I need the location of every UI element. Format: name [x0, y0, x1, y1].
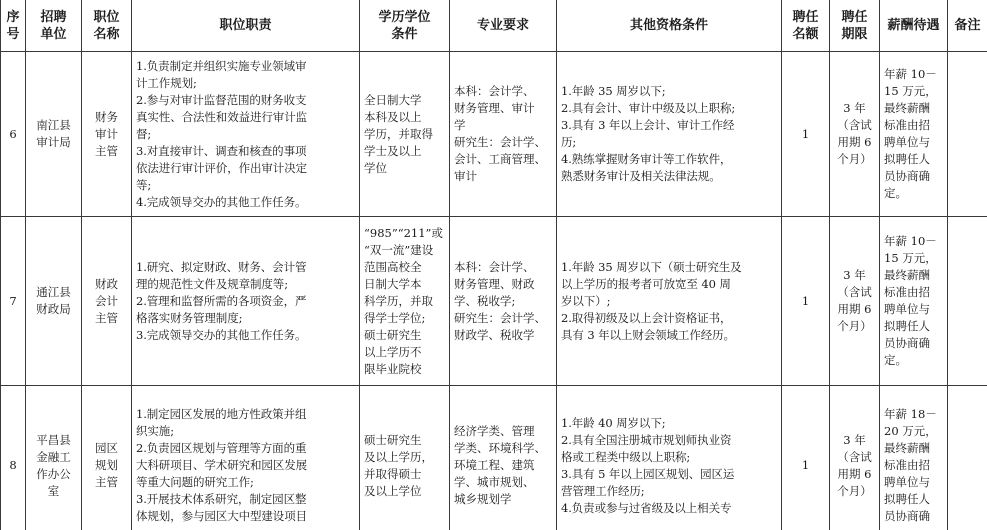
cell-count: 1: [782, 386, 830, 530]
cell-position: 财务 审计 主管: [82, 52, 132, 217]
cell-salary: 年薪 10－ 15 万元， 最终薪酬 标准由招 聘单位与 拟聘任人 员协商确 定。: [880, 52, 948, 217]
table-row: [1, 386, 987, 530]
cell-seq: 7: [1, 217, 26, 386]
cell-major: 本科：会计学、 财务管理、财政 学、税收学; 研究生：会计学、 财政学、税收学: [450, 217, 557, 386]
cell-salary: 年薪 18－ 20 万元， 最终薪酬 标准由招 聘单位与 拟聘任人 员协商确: [880, 386, 948, 530]
cell-term: 3 年 （含试 用期 6 个月）: [830, 52, 880, 217]
cell-major: 本科：会计学、 财务管理、审计 学 研究生：会计学、 会计、工商管理、 审计: [450, 52, 557, 217]
header-education: 学历学位 条件: [360, 0, 450, 52]
cell-seq: 8: [1, 386, 26, 530]
header-unit: 招聘 单位: [26, 0, 82, 52]
cell-seq: 6: [1, 52, 26, 217]
cell-count: 1: [782, 217, 830, 386]
table-row: [1, 217, 987, 386]
header-seq: 序 号: [1, 0, 26, 52]
cell-education: 硕士研究生 及以上学历， 并取得硕士 及以上学位: [360, 386, 450, 530]
cell-duties: 1.研究、拟定财政、财务、会计管 理的规范性文件及规章制度等; 2.管理和监督所需的各项资金，严 格落实财务管理制度; 3.完成领导交办的其他工作任务。: [132, 217, 360, 386]
cell-unit: 通江县 财政局: [26, 217, 82, 386]
header-duties: 职位职责: [132, 0, 360, 52]
cell-position: 园区 规划 主管: [82, 386, 132, 530]
header-count: 聘任 名额: [782, 0, 830, 52]
header-remark: 备注: [948, 0, 987, 52]
cell-unit: 平昌县 金融工 作办公 室: [26, 386, 82, 530]
cell-remark: [948, 52, 987, 217]
cell-other: 1.年龄 40 周岁以下; 2.具有全国注册城市规划师执业资 格或工程类中级以上职称; 3.具有 5 年以上园区规划、园区运 营管理工作经历; 4.负责或参与过省级及以上相关专: [557, 386, 782, 530]
cell-duties: 1.制定园区发展的地方性政策并组 织实施; 2.负责园区规划与管理等方面的重 大科研项目、学术研究和园区发展 等重大问题的研究工作; 3.开展技术体系研究，制定园区整 体规划，参与园区大中型建设项目: [132, 386, 360, 530]
cell-remark: [948, 217, 987, 386]
cell-education: 全日制大学 本科及以上 学历，并取得 学士及以上 学位: [360, 52, 450, 217]
header-row: [1, 0, 987, 52]
header-position: 职位 名称: [82, 0, 132, 52]
cell-duties: 1.负责制定并组织实施专业领域审 计工作规划; 2.参与对审计监督范围的财务收支 真实性、合法性和效益进行审计监 督; 3.对直接审计、调查和核查的事项 依法进行审计评价，作出审计决定 等; 4.完成领导交办的其他工作任务。: [132, 52, 360, 217]
cell-other: 1.年龄 35 周岁以下; 2.具有会计、审计中级及以上职称; 3.具有 3 年以上会计、审计工作经 历; 4.熟练掌握财务审计等工作软件， 熟悉财务审计及相关法律法规。: [557, 52, 782, 217]
cell-term: 3 年 （含试 用期 6 个月）: [830, 386, 880, 530]
cell-salary: 年薪 10－ 15 万元， 最终薪酬 标准由招 聘单位与 拟聘任人 员协商确 定。: [880, 217, 948, 386]
cell-count: 1: [782, 52, 830, 217]
header-salary: 薪酬待遇: [880, 0, 948, 52]
cell-position: 财政 会计 主管: [82, 217, 132, 386]
cell-remark: [948, 386, 987, 530]
header-other: 其他资格条件: [557, 0, 782, 52]
cell-major: 经济学类、管理 学类、环境科学、 环境工程、建筑 学、城市规划、 城乡规划学: [450, 386, 557, 530]
header-term: 聘任 期限: [830, 0, 880, 52]
cell-term: 3 年 （含试 用期 6 个月）: [830, 217, 880, 386]
table-row: [1, 52, 987, 217]
cell-unit: 南江县 审计局: [26, 52, 82, 217]
cell-other: 1.年龄 35 周岁以下（硕士研究生及 以上学历的报考者可放宽至 40 周 岁以下）; 2.取得初级及以上会计资格证书， 具有 3 年以上财会领域工作经历。: [557, 217, 782, 386]
header-major: 专业要求: [450, 0, 557, 52]
cell-education: “985”“211”或 “双一流”建设 范围高校全 日制大学本 科学历，并取 得学士学位; 硕士研究生 以上学历不 限毕业院校: [360, 217, 450, 386]
